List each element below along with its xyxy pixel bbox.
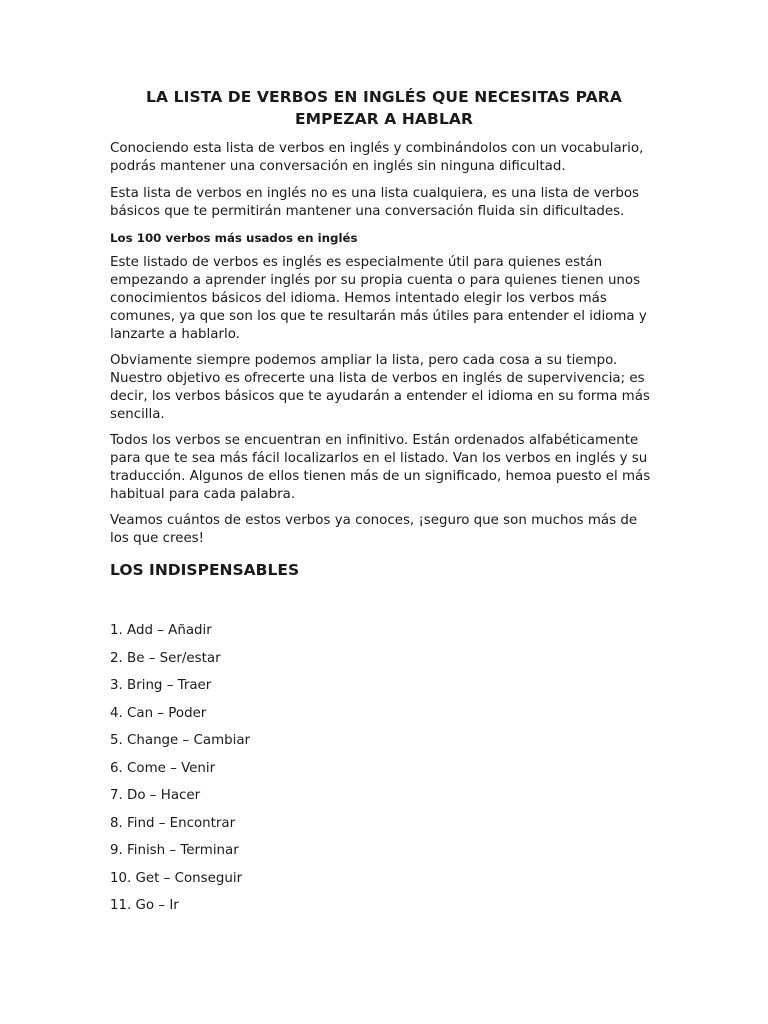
objective-paragraph: Obviamente siempre podemos ampliar la lista, pero cada cosa a su tiempo. Nuestro objetivo es ofrecerte una lista de verbos en inglés de supervivencia; es decir, los verbos básicos que te ayudarán a entender el idioma en su forma más sencilla.	[110, 353, 650, 422]
usefulness-paragraph: Este listado de verbos es inglés es especialmente útil para quienes están empezando a aprender inglés por su propia cuenta o para quienes tienen unos conocimientos básicos del idioma. Hemos intentado elegir los verbos más comunes, ya que son los que te resultarán más útiles para entender el idioma y lanzarte a hablarlo.	[110, 255, 647, 342]
verb-item: 3. Bring – Traer	[110, 678, 212, 693]
verb-item: 2. Be – Ser/estar	[110, 650, 221, 666]
verb-item: 5. Change – Cambiar	[110, 733, 251, 748]
verb-item: 7. Do – Hacer	[110, 788, 201, 803]
verb-item: 9. Finish – Terminar	[110, 843, 239, 858]
verb-item: 6. Come – Venir	[110, 760, 216, 776]
verb-item: 8. Find – Encontrar	[110, 815, 236, 831]
verb-list	[110, 622, 658, 915]
verb-item: 10. Get – Conseguir	[110, 870, 243, 886]
verb-item: 1. Add – Añadir	[110, 623, 212, 638]
closing-paragraph: Veamos cuántos de estos verbos ya conoces, ¡seguro que son muchos más de los que crees!	[110, 513, 638, 546]
section-heading: LOS INDISPENSABLES	[110, 561, 300, 579]
verb-item: 4. Can – Poder	[110, 705, 207, 721]
intro-paragraph: Conociendo esta lista de verbos en inglés y combinándolos con un vocabulario, podrás mantener una conversación en inglés sin ninguna dificultad.	[110, 141, 644, 174]
verb-item: 11. Go – Ir	[110, 898, 179, 913]
description-paragraph: Esta lista de verbos en inglés no es una lista cualquiera, es una lista de verbos básicos que te permitirán mantener una conversación fluida sin dificultades.	[110, 186, 640, 219]
subheading: Los 100 verbos más usados en inglés	[110, 231, 358, 245]
document-title: LA LISTA DE VERBOS EN INGLÉS QUE NECESITAS PARA EMPEZAR A HABLAR	[146, 88, 622, 128]
ordering-paragraph: Todos los verbos se encuentran en infinitivo. Están ordenados alfabéticamente para que te sea más fácil localizarlos en el listado. Van los verbos en inglés y su traducción. Algunos de ellos tienen más de un significado, hemoa puesto el más habitual para cada palabra.	[110, 433, 651, 502]
